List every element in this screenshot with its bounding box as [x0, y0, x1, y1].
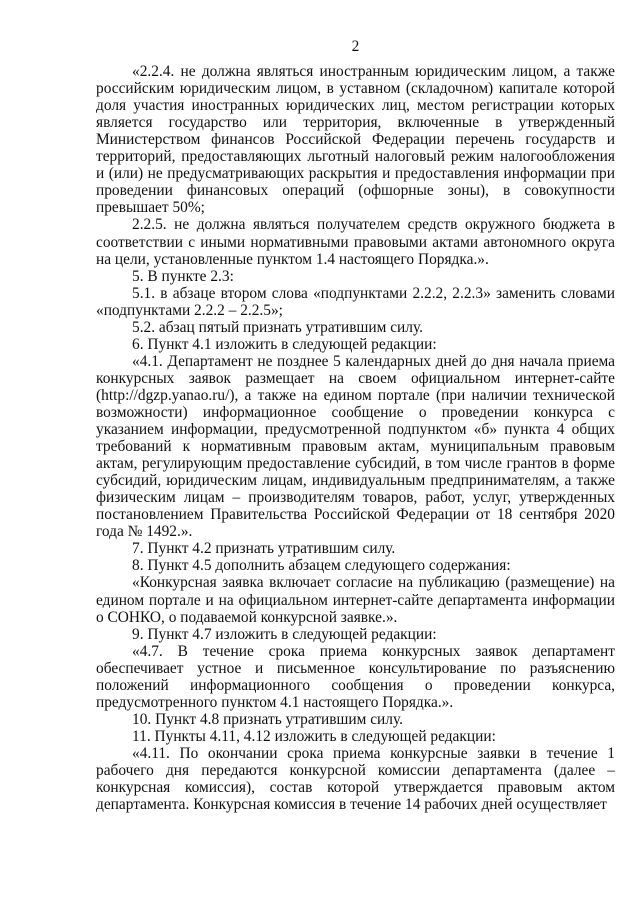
paragraph: 9. Пункт 4.7 изложить в следующей редакции:	[132, 625, 437, 643]
paragraph: 6. Пункт 4.1 изложить в следующей редакции:	[132, 335, 437, 353]
paragraph: 11. Пункты 4.11, 4.12 изложить в следующей редакции:	[132, 727, 496, 745]
paragraph: «4.7. В течение срока приема конкурсных заявок департамент обеспечивает устное и письменное консультирование по разъяснению положений информационного сообщения о проведении конкурса, предусмотренного пунктом 4.1 настоящего Порядка.».	[96, 642, 615, 711]
paragraph: 10. Пункт 4.8 признать утратившим силу.	[132, 710, 403, 728]
paragraph: «Конкурсная заявка включает согласие на публикацию (размещение) на едином портале и на официальном интернет-сайте департамента информации о СОНКО, о подаваемой конкурсной заявке.».	[96, 574, 615, 626]
paragraph: «4.1. Департамент не позднее 5 календарных дней до дня начала приема конкурсных заявок размещает на своем официальном интернет-сайте (http://dgzp.yanao.ru/), а также на едином портале (при наличии технической возможности) информационное сообщение о проведении конкурса с указанием информации, предусмотренной подпунктом «б» пункта 4 общих требований к нормативным правовым актам, муниципальным правовым актам, регулирующим предоставление субсидий, в том числе грантов в форме субсидий, юридическим лицам, индивидуальным предпринимателям, а также физическим лицам – производителям товаров, работ, услуг, утвержденных постановлением Правительства Российской Федерации от 18 сентября 2020 года № 1492.».	[96, 352, 615, 541]
paragraph: 5.1. в абзаце втором слова «подпунктами 2.2.2, 2.2.3» заменить словами «подпунктами 2.2.2 – 2.2.5»;	[96, 284, 615, 319]
paragraph: 2.2.5. не должна являться получателем средств окружного бюджета в соответствии с иными нормативными правовыми актами автономного округа на цели, установленные пунктом 1.4 настоящего Порядка.».	[96, 216, 615, 268]
page-number: 2	[351, 38, 360, 55]
paragraph: «4.11. По окончании срока приема конкурсные заявки в течение 1 рабочего дня передаются конкурсной комиссии департамента (далее – конкурсная комиссия), состав которой утверждается правовым актом департамента. Конкурсная комиссия в течение 14 рабочих дней осуществляет	[96, 744, 615, 814]
paragraph: 5. В пункте 2.3:	[132, 267, 234, 285]
paragraph: 8. Пункт 4.5 дополнить абзацем следующего содержания:	[132, 557, 511, 575]
paragraph: 7. Пункт 4.2 признать утратившим силу.	[132, 540, 396, 558]
paragraph: «2.2.4. не должна являться иностранным юридическим лицом, а также российским юридическим лицом, в уставном (складочном) капитале которой доля участия иностранных юридических лиц, местом регистрации которых является государство или территория, включенные в утвержденный Министерством финансов Российской Федерации перечень государств и территорий, предоставляющих льготный налоговый режим налогообложения и (или) не предусматривающих раскрытия и предоставления информации при проведении финансовых операций (офшорные зоны), в совокупности превышает 50%;	[96, 63, 615, 217]
document-page	[96, 38, 615, 813]
paragraph: 5.2. абзац пятый признать утратившим силу.	[132, 318, 423, 336]
